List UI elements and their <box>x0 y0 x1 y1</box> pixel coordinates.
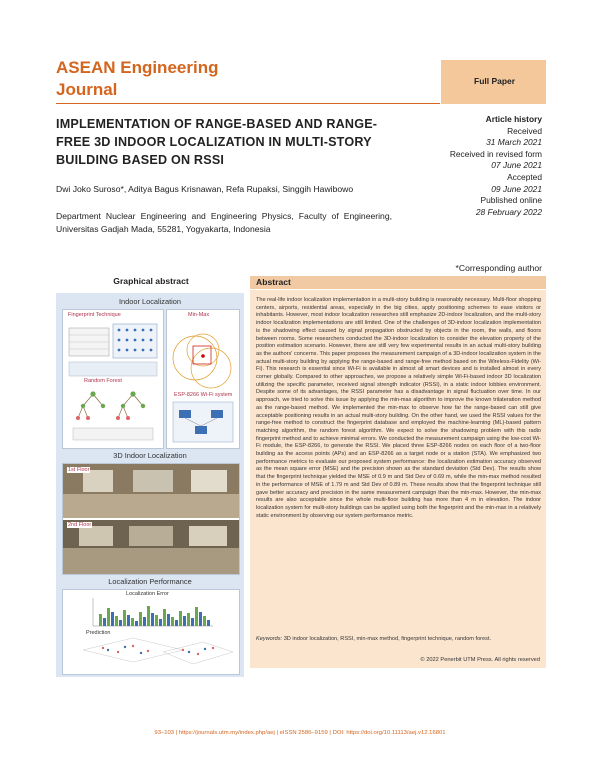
article-type-badge <box>441 60 546 104</box>
graphical-abstract <box>56 293 244 677</box>
history-revised-label: Received in revised form <box>449 148 542 159</box>
abstract-text: The real-life indoor localization implementation in a multi-story building is reasonably necessary. Multi-floor shopping centers, airports, residential areas, especially in the big cities, apply positioning schemes to ease visitors or inhabitants. However, most indoor localization researches still emphasize 2D-indoor localization, and the multi-story indoor localization implementations are still limited. One of the challenges of 3D-indoor localization implementation is the shadowing effect caused by signal propagation obstructed by objects in the room, the walls, and floors between rooms. Some researchers conducted the 3D-indoor localization to consider the elevation property of the position estimation scenario. However, there are still very few experimental results in an actual multi-story building as the authors' concerns. This paper proposes the measurement campaign of a 3D-indoor localization system in the actual multi-story building by applying the range-based and range-free method based on the Wireless-Fidelity (Wi-Fi). This research is essential since Wi-Fi is available in almost all smart devices and is installed almost in every corner globally. Compared to other approaches, we propose a relatively simple Wi-Fi-based indoor 3D localization utilizing the specific parameter, received signal strength indicator (RSSI), in a static indoor lobbies environment. Despite some of its advantages, the RSSI parameter has a disadvantage in signal fluctuation over time. In our approach, we tried to solve this issue by applying the min-max algorithm to improve the known trilateration method as the range-based method. We implemented the min-max to observe how far the range-based can still give acceptable positioning results in an actual multi-story building. On the other hand, we used the RSSI values for the range-free method to construct the fingerprint database and employed the machine-learning (ML)-based pattern matching algorithm, the random forest algorithm. We expect to solve the shadowing problem with this radio fingerprint method and to achieve minimal errors. We conducted the measurement campaign using the low-cost Wi-Fi module, the ESP-8266, to generate the RSSI. We placed three ESP-8266 nodes on each floor of a two-floor building as the access points (APs) and an ESP-8266 as a target node or a station (STA). We emphasized two performance metrics to evaluate our proposed system performance: the localization estimation accuracy observed as the mean square error (MSE) and the precision shown as the standard deviation (Std Dev). The results show that the fingerprint technique yielded the MSE of 0.9 m and Std Dev of 0.69 m, while the min-max method resulted in the performance of MSE of 1.79 m and Std Dev of 0.89 m. These results show that the fingerprint technique still gave better accuracy and precision in the same measurement campaign than the min-max. However, the min-max results are also acceptable since the whole multi-floor building has more than 4 m in elevation. The indoor localization system for multi-story buildings can be applied using both the fingerprint and the min-max in a relatively static environment by observing our system performance metric. <box>256 297 541 519</box>
minmax-diagram <box>167 310 239 448</box>
article-type-label: Full Paper <box>474 76 516 86</box>
keywords-label: Keywords: <box>256 636 283 642</box>
history-accepted-date: 09 June 2021 <box>491 183 542 194</box>
abstract-heading: Abstract <box>256 277 291 287</box>
abstract-box <box>250 290 546 668</box>
journal-name-line2: Journal <box>56 80 118 99</box>
article-history <box>412 114 542 218</box>
ga-section-indoor-localization: Indoor Localization <box>118 297 182 306</box>
history-received-date: 31 March 2021 <box>486 137 542 148</box>
history-heading: Article history <box>485 114 542 124</box>
journal-name <box>56 57 256 101</box>
ga-minmax-label: Min-Max <box>188 312 210 318</box>
ga-section-3d: 3D Indoor Localization <box>113 451 187 460</box>
paper-title: IMPLEMENTATION OF RANGE-BASED AND RANGE-FREE 3D INDOOR LOCALIZATION IN MULTI-STORY BUILDING BASED ON RSSI <box>56 117 378 167</box>
ga-chart2-title: Prediction <box>86 630 111 636</box>
history-published-date: 28 February 2022 <box>475 206 542 217</box>
ga-random-forest-label: Random Forest <box>84 378 122 384</box>
paper-affiliation: Department Nuclear Engineering and Engineering Physics, Faculty of Engineering, Universitas Gadjah Mada, 55281, Yogyakarta, Indonesia <box>56 211 392 234</box>
copyright: © 2022 Penerbit UTM Press. All rights reserved <box>420 657 540 663</box>
building-photo <box>63 464 239 574</box>
ga-chart1-title: Localization Error <box>126 591 169 597</box>
history-published-label: Published online <box>480 195 542 206</box>
ga-esp-label: ESP-8266 Wi-Fi system <box>174 392 233 398</box>
header-rule <box>56 103 440 104</box>
history-accepted-label: Accepted <box>507 171 542 182</box>
ga-fingerprint-label: Fingerprint Technique <box>68 312 121 318</box>
history-revised-date: 07 June 2021 <box>491 160 542 171</box>
corresponding-label: *Corresponding author <box>455 263 542 273</box>
ga-section-performance: Localization Performance <box>108 577 192 586</box>
abstract-heading-bar <box>250 276 546 289</box>
paper-authors: Dwi Joko Suroso*, Aditya Bagus Krisnawan, Refa Rupaksi, Singgih Hawibowo <box>56 184 354 194</box>
keywords <box>256 636 541 644</box>
page-footer: 93–103 | https://journals.utm.my/index.php/aej | eISSN 2586–9159 | DOI: https://doi.org/10.11113/aej.v12.16801 <box>154 730 446 736</box>
graphical-abstract-heading: Graphical abstract <box>113 276 189 286</box>
history-received-label: Received <box>507 125 542 136</box>
ga-minmax-panel <box>166 309 240 449</box>
ga-performance-charts <box>62 589 240 675</box>
ga-fingerprint-panel <box>62 309 164 449</box>
keywords-text: 3D indoor localization, RSSI, min-max method, fingerprint technique, random forest. <box>283 636 492 642</box>
journal-name-line1: ASEAN Engineering <box>56 58 219 77</box>
ga-floor2-label: 2nd Floor <box>68 522 92 528</box>
ga-building-photos <box>62 463 240 575</box>
ga-floor1-label: 1st Floor <box>68 467 90 473</box>
